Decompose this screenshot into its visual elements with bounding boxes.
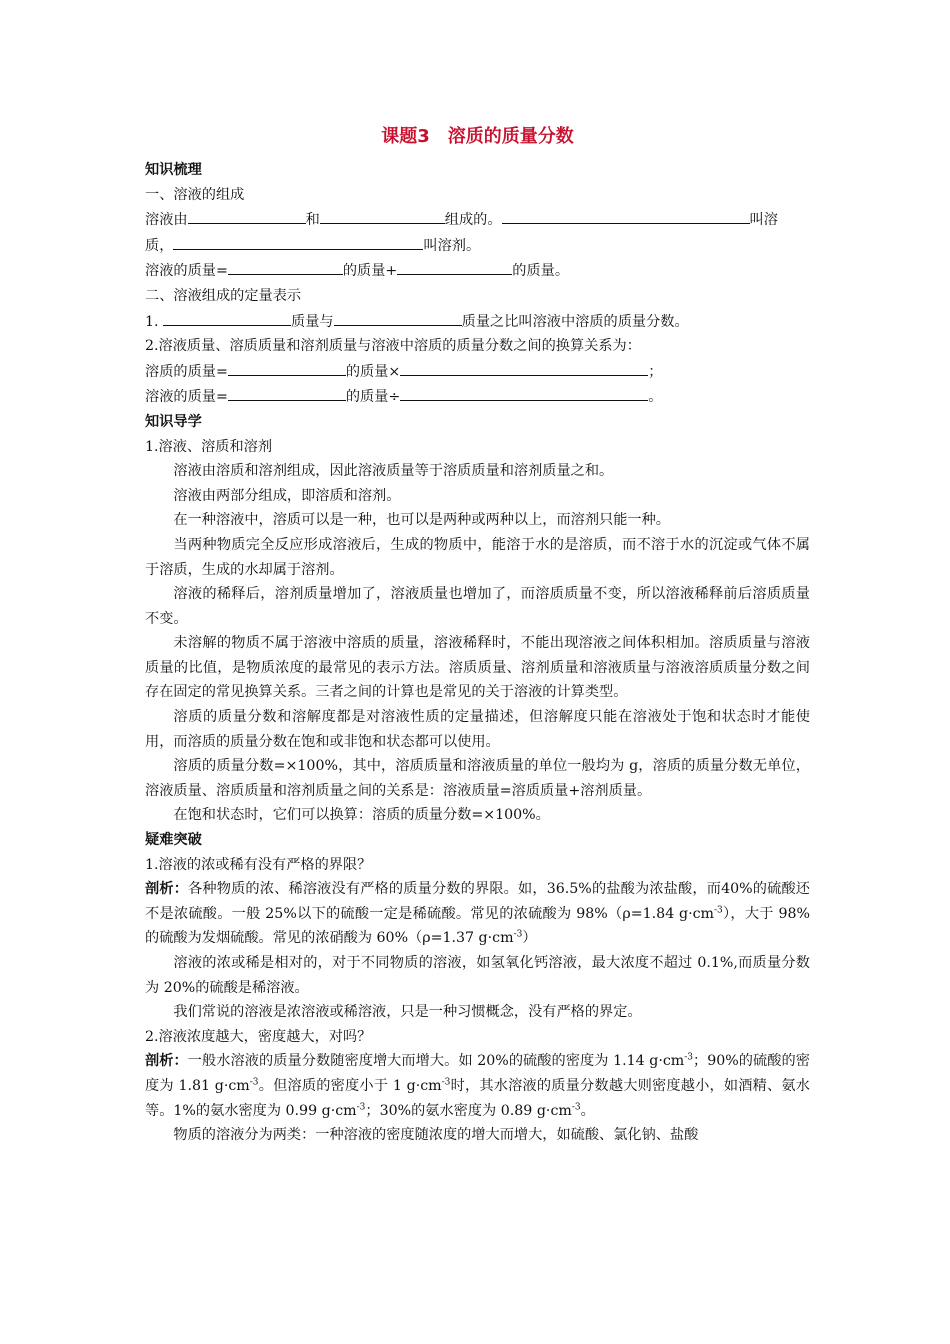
blank[interactable] (400, 384, 648, 401)
fill-line-7: 溶液的质量= 的质量÷ 。 (145, 384, 810, 410)
fill-line-6: 溶质的质量= 的质量× ； (145, 359, 810, 385)
analysis-label: 剖析： (145, 1053, 188, 1070)
fill-line-3: 溶液的质量= 的质量+ 的质量。 (145, 258, 810, 284)
subheading-quantitative: 二、溶液组成的定量表示 (145, 287, 302, 304)
blank[interactable] (173, 233, 423, 250)
section-heading-difficulties: 疑难突破 (145, 832, 202, 849)
section-heading-knowledge-guide: 知识导学 (145, 413, 202, 430)
question-2: 2.溶液浓度越大，密度越大，对吗？ (145, 1028, 372, 1045)
fill-line-2: 质， 叫溶剂。 (145, 233, 810, 259)
paragraph: 物质的溶液分为两类：一种溶液的密度随浓度的增大而增大，如硫酸、氯化钠、盐酸 (173, 1127, 699, 1144)
line-5: 2.溶液质量、溶质质量和溶剂质量与溶液中溶质的质量分数之间的换算关系为： (145, 338, 641, 355)
analysis-label: 剖析： (145, 881, 189, 898)
fill-line-4: 1. 质量与 质量之比叫溶液中溶质的质量分数。 (145, 309, 810, 335)
blank[interactable] (502, 207, 750, 224)
blank[interactable] (163, 309, 291, 326)
section-heading-knowledge-review: 知识梳理 (145, 162, 202, 178)
paragraph: 我们常说的溶液是浓溶液或稀溶液，只是一种习惯概念，没有严格的界定。 (173, 1004, 642, 1021)
paragraph: 当两种物质完全反应形成溶液后，生成的物质中，能溶于水的是溶质，而不溶于水的沉淀或气体不属于溶质，生成的水却属于溶剂。 (145, 536, 810, 578)
subheading-solution: 1.溶液、溶质和溶剂 (145, 438, 273, 455)
subheading-composition: 一、溶液的组成 (145, 186, 245, 203)
blank[interactable] (228, 258, 343, 275)
blank[interactable] (397, 258, 512, 275)
paragraph: 溶液的稀释后，溶剂质量增加了，溶液质量也增加了，而溶质质量不变，所以溶液稀释前后溶质质量不变。 (145, 586, 810, 627)
paragraph: 未溶解的物质不属于溶液中溶质的质量，溶液稀释时，不能出现溶液之间体积相加。溶质质量与溶液质量的比值，是物质浓度的最常见的表示方法。溶质质量、溶剂质量和溶液质量与溶液溶质质量分数之间存在固定的常见换算关系。三者之间的计算也是常见的关于溶液的计算类型。 (145, 635, 810, 701)
paragraph: 溶液由溶质和溶剂组成，因此溶液质量等于溶质质量和溶剂质量之和。 (173, 463, 614, 480)
paragraph: 在饱和状态时，它们可以换算：溶质的质量分数=×100%。 (173, 807, 550, 824)
blank[interactable] (188, 207, 306, 224)
blank[interactable] (334, 309, 462, 326)
paragraph: 溶液由两部分组成，即溶质和溶剂。 (173, 487, 401, 504)
paragraph: 溶质的质量分数=×100%，其中，溶质质量和溶液质量的单位一般均为 g，溶质的质量分数无单位，溶液质量、溶质质量和溶剂质量之间的关系是：溶液质量=溶质质量+溶剂质量。 (145, 758, 810, 799)
paragraph: 溶质的质量分数和溶解度都是对溶液性质的定量描述，但溶解度只能在溶液处于饱和状态时才能使用，而溶质的质量分数在饱和或非饱和状态都可以使用。 (145, 709, 810, 750)
blank[interactable] (228, 359, 346, 376)
document-page (145, 122, 810, 1148)
paragraph: 溶液的浓或稀是相对的，对于不同物质的溶液，如氢氧化钙溶液，最大浓度不超过 0.1%,而质量分数为 20%的硫酸是稀溶液。 (145, 955, 810, 996)
analysis-2: 剖析：一般水溶液的质量分数随密度增大而增大。如 20%的硫酸的密度为 1.14 $g\cdot cm^{-3}$；90%的硫酸的密度为 1.81 $g\cdot cm^{-3}$。但溶质的密度小于 1 $g\cdot cm^{-3}$时，其水溶液的质量分数越大则密度越小，如酒精、氨水等。1%的氨水密度为 0.99 $g\cdot cm^{-3}$；30%的氨水密度为 0.89 $g\cdot cm^{-3}$。 (145, 1052, 810, 1119)
paragraph: 在一种溶液中，溶质可以是一种，也可以是两种或两种以上，而溶剂只能一种。 (173, 512, 670, 529)
fill-line-1: 溶液由 和 组成的。 叫溶 (145, 207, 810, 233)
page-title: 课题3 溶质的质量分数 (381, 126, 574, 147)
analysis-1: 剖析：各种物质的浓、稀溶液没有严格的质量分数的界限。如，36.5%的盐酸为浓盐酸，而40%的硫酸还不是浓硫酸。一般 25%以下的硫酸一定是稀硫酸。常见的浓硫酸为 98%（ρ=1.84 $g\cdot cm^{-3}$），大于 98%的硫酸为发烟硫酸。常见的浓硝酸为 60%（ρ=1.37 $g\cdot cm^{-3}$） (145, 881, 810, 947)
question-1: 1.溶液的浓或稀有没有严格的界限？ (145, 856, 372, 873)
blank[interactable] (320, 207, 445, 224)
blank[interactable] (228, 384, 346, 401)
blank[interactable] (400, 359, 648, 376)
